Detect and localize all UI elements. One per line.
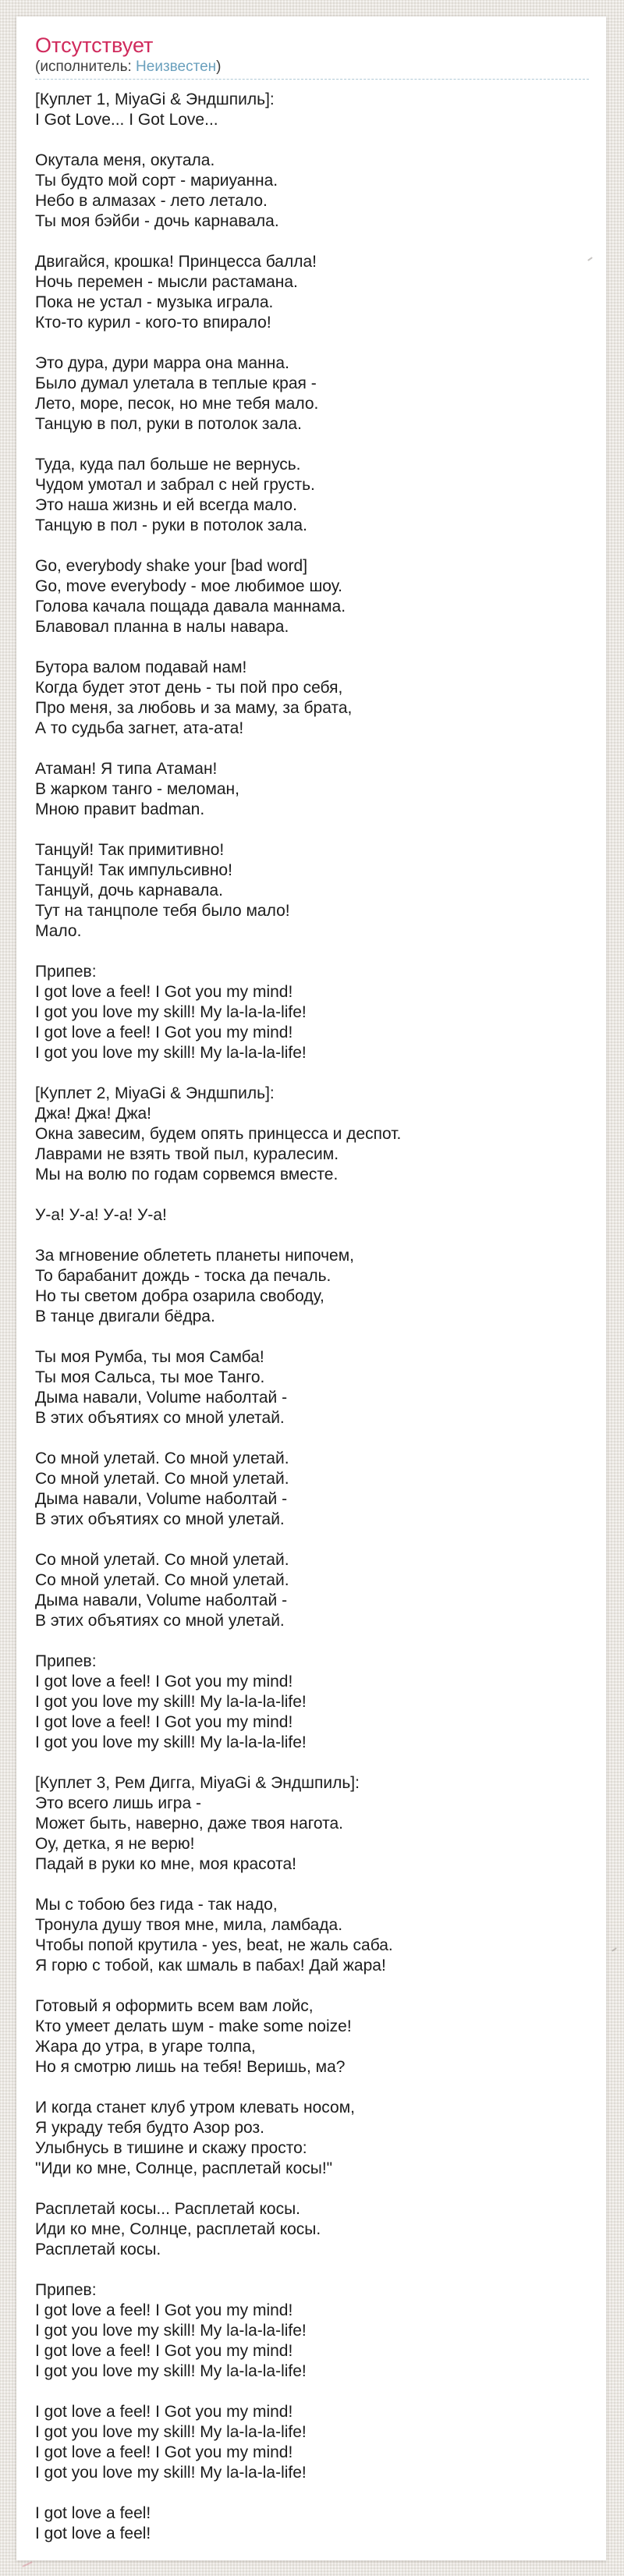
lyric-line: Оу, детка, я не верю! (35, 1835, 195, 1853)
lyric-line: Припев: (35, 1652, 97, 1670)
lyric-line: В этих объятиях со мной улетай. (35, 1612, 285, 1630)
lyric-line: I got you love my skill! My la-la-la-life! (35, 2322, 307, 2340)
stanza (35, 2503, 589, 2544)
lyric-line: I got love a feel! I Got you my mind! (35, 1024, 293, 1041)
lyric-line: Но ты светом добра озарила свободу, (35, 1287, 324, 1305)
lyric-line: I got love a feel! I Got you my mind! (35, 2403, 293, 2421)
lyric-line: И когда станет клуб утром клевать носом, (35, 2099, 355, 2117)
lyric-line: Жара до утра, в угаре толпа, (35, 2038, 256, 2056)
stanza (35, 1246, 589, 1327)
lyric-line: Go, everybody shake your [bad word] (35, 557, 308, 575)
lyric-line: Было думал улетала в теплые края - (35, 374, 317, 392)
lyric-line: Блавовал планна в налы навара. (35, 618, 289, 636)
lyric-line: Джа! Джа! Джа! (35, 1105, 152, 1123)
lyric-line: Двигайся, крошка! Принцесса балла! (35, 253, 317, 271)
lyric-line: [Куплет 2, MiyaGi & Эндшпиль]: (35, 1084, 275, 1102)
lyric-line: Пока не устал - музыка играла. (35, 293, 274, 311)
lyric-line: I got you love my skill! My la-la-la-life! (35, 2362, 307, 2380)
lyric-line: В жарком танго - меломан, (35, 780, 239, 798)
lyric-line: Улыбнусь в тишине и скажу просто: (35, 2139, 307, 2157)
lyric-line: I got you love my skill! My la-la-la-life! (35, 2464, 307, 2482)
lyric-line: Go, move everybody - мое любимое шоу. (35, 577, 342, 595)
lyric-line: Мною правит badman. (35, 800, 205, 818)
lyric-line: Мало. (35, 922, 82, 940)
lyric-line: Мы на волю по годам сорвемся вместе. (35, 1166, 339, 1183)
lyric-line: I got you love my skill! My la-la-la-life! (35, 2423, 307, 2441)
stanza (35, 90, 589, 130)
stanza (35, 1895, 589, 1976)
lyric-line: Я горю с тобой, как шмаль в пабах! Дай жара! (35, 1957, 386, 1975)
lyric-line: I got love a feel! I Got you my mind! (35, 2443, 293, 2461)
lyric-line: I got love a feel! (35, 2504, 151, 2522)
lyric-line: Кто-то курил - кого-то впирало! (35, 314, 271, 332)
lyric-line: Бутора валом подавай нам! (35, 658, 247, 676)
lyric-line: Расплетай косы. (35, 2241, 161, 2258)
lyric-line: В этих объятиях со мной улетай. (35, 1409, 285, 1427)
lyric-line: Это всего лишь игра - (35, 1794, 201, 1812)
stanza (35, 1205, 589, 1226)
artist-close-paren: ) (216, 59, 222, 75)
lyric-line: I got love a feel! I Got you my mind! (35, 2301, 293, 2319)
lyric-line: Готовый я оформить всем вам лойс, (35, 1997, 314, 2015)
lyric-line: Со мной улетай. Со мной улетай. (35, 1449, 289, 1467)
lyric-line: Со мной улетай. Со мной улетай. (35, 1470, 289, 1488)
lyric-line: Танцуй! Так примитивно! (35, 841, 225, 859)
lyric-line: Со мной улетай. Со мной улетай. (35, 1571, 289, 1589)
stanza (35, 1084, 589, 1185)
lyric-line: I got love a feel! I Got you my mind! (35, 1673, 293, 1691)
lyric-line: Ты будто мой сорт - мариуанна. (35, 172, 278, 190)
stanza (35, 962, 589, 1063)
lyric-line: А то судьба загнет, ата-ата! (35, 719, 244, 737)
lyrics-text (35, 90, 589, 2544)
lyric-line: У-а! У-а! У-а! У-а! (35, 1206, 167, 1224)
texture-speck (612, 1947, 617, 1952)
lyric-line: Голова качала пощада давала маннама. (35, 598, 346, 616)
lyric-line: [Куплет 1, MiyaGi & Эндшпиль]: (35, 90, 275, 108)
lyric-line: [Куплет 3, Рем Дигга, MiyaGi & Эндшпиль]: (35, 1774, 360, 1792)
stanza (35, 353, 589, 435)
stanza (35, 1996, 589, 2077)
lyric-line: Ты моя Сальса, ты мое Танго. (35, 1368, 265, 1386)
lyric-line: Чудом умотал и забрал с ней грусть. (35, 476, 315, 494)
lyric-line: Дыма навали, Volume наболтай - (35, 1490, 288, 1508)
lyric-line: Дыма навали, Volume наболтай - (35, 1591, 288, 1609)
lyric-line: Небо в алмазах - лето летало. (35, 192, 268, 210)
lyric-line: I got you love my skill! My la-la-la-life! (35, 1044, 307, 1062)
lyric-line: Ночь перемен - мысли растамана. (35, 273, 298, 291)
stanza (35, 1449, 589, 1530)
lyric-line: I Got Love... I Got Love... (35, 111, 218, 129)
lyric-line: Когда будет этот день - ты пой про себя, (35, 679, 343, 697)
lyric-line: Про меня, за любовь и за маму, за брата, (35, 699, 353, 717)
lyric-line: Окутала меня, окутала. (35, 151, 215, 169)
lyric-line: Танцуй, дочь карнавала. (35, 882, 223, 899)
lyric-line: Но я смотрю лишь на тебя! Веришь, ма? (35, 2058, 346, 2076)
lyric-line: Может быть, наверно, даже твоя нагота. (35, 1815, 344, 1833)
stanza (35, 1773, 589, 1875)
lyric-line: I got love a feel! (35, 2525, 151, 2542)
lyric-line: Расплетай косы... Расплетай косы. (35, 2200, 301, 2218)
stanza (35, 840, 589, 942)
lyric-line: Тронула душу твоя мне, мила, ламбада. (35, 1916, 343, 1934)
lyric-line: В этих объятиях со мной улетай. (35, 1510, 285, 1528)
lyric-line: Припев: (35, 2281, 97, 2299)
dashed-divider (35, 79, 589, 80)
stanza (35, 455, 589, 536)
stanza (35, 252, 589, 333)
lyric-line: Окна завесим, будем опять принцесса и деспот. (35, 1125, 402, 1143)
lyric-line: Кто умеет делать шум - make some noize! (35, 2017, 352, 2035)
lyric-line: I got you love my skill! My la-la-la-life! (35, 1733, 307, 1751)
lyric-line: Лето, море, песок, но мне тебя мало. (35, 395, 319, 413)
stanza (35, 1652, 589, 1753)
lyric-line: Это дура, дури марра она манна. (35, 354, 289, 372)
artist-link[interactable]: Неизвестен (136, 59, 217, 75)
artist-label: (исполнитель: (35, 59, 136, 75)
lyric-line: I got love a feel! I Got you my mind! (35, 2342, 293, 2360)
lyric-line: Мы с тобою без гида - так надо, (35, 1896, 278, 1914)
stanza (35, 1550, 589, 1631)
lyric-line: Танцую в пол - руки в потолок зала. (35, 516, 307, 534)
stanza (35, 556, 589, 637)
lyric-line: Танцую в пол, руки в потолок зала. (35, 415, 302, 433)
lyric-line: Ты моя бэйби - дочь карнавала. (35, 212, 279, 230)
lyric-line: Это наша жизнь и ей всегда мало. (35, 496, 297, 514)
lyric-line: В танце двигали бёдра. (35, 1308, 215, 1325)
lyric-line: Тут на танцполе тебя было мало! (35, 902, 290, 920)
lyric-line: I got love a feel! I Got you my mind! (35, 1713, 293, 1731)
lyric-line: То барабанит дождь - тоска да печаль. (35, 1267, 332, 1285)
stanza (35, 151, 589, 232)
lyric-line: Припев: (35, 963, 97, 981)
lyric-line: Танцуй! Так импульсивно! (35, 861, 232, 879)
artist-line (35, 59, 589, 76)
lyric-line: Со мной улетай. Со мной улетай. (35, 1551, 289, 1569)
texture-speck (22, 2561, 33, 2567)
lyric-line: Туда, куда пал больше не вернусь. (35, 456, 301, 474)
stanza (35, 2402, 589, 2483)
lyric-line: I got love a feel! I Got you my mind! (35, 983, 293, 1001)
lyric-line: Дыма навали, Volume наболтай - (35, 1389, 288, 1407)
lyric-line: Атаман! Я типа Атаман! (35, 760, 218, 778)
lyric-line: Падай в руки ко мне, моя красота! (35, 1855, 296, 1873)
lyric-line: Ты моя Румба, ты моя Самба! (35, 1348, 264, 1366)
lyric-line: Лаврами не взять твой пыл, куралесим. (35, 1145, 339, 1163)
lyric-line: Чтобы попой крутила - yes, beat, не жаль саба. (35, 1936, 393, 1954)
stanza (35, 1347, 589, 1428)
lyric-line: I got you love my skill! My la-la-la-life! (35, 1693, 307, 1711)
stanza (35, 2199, 589, 2260)
lyric-line: Я украду тебя будто Азор роз. (35, 2119, 264, 2137)
stanza (35, 2280, 589, 2382)
lyrics-card (16, 16, 606, 2560)
lyric-line: I got you love my skill! My la-la-la-life! (35, 1003, 307, 1021)
stanza (35, 658, 589, 739)
lyric-line: За мгновение облететь планеты нипочем, (35, 1247, 355, 1265)
stanza (35, 2098, 589, 2179)
lyric-line: Иди ко мне, Солнце, расплетай косы. (35, 2220, 321, 2238)
lyric-line: "Иди ко мне, Солнце, расплетай косы!" (35, 2159, 333, 2177)
stanza (35, 759, 589, 820)
song-title: Отсутствует (35, 34, 154, 57)
